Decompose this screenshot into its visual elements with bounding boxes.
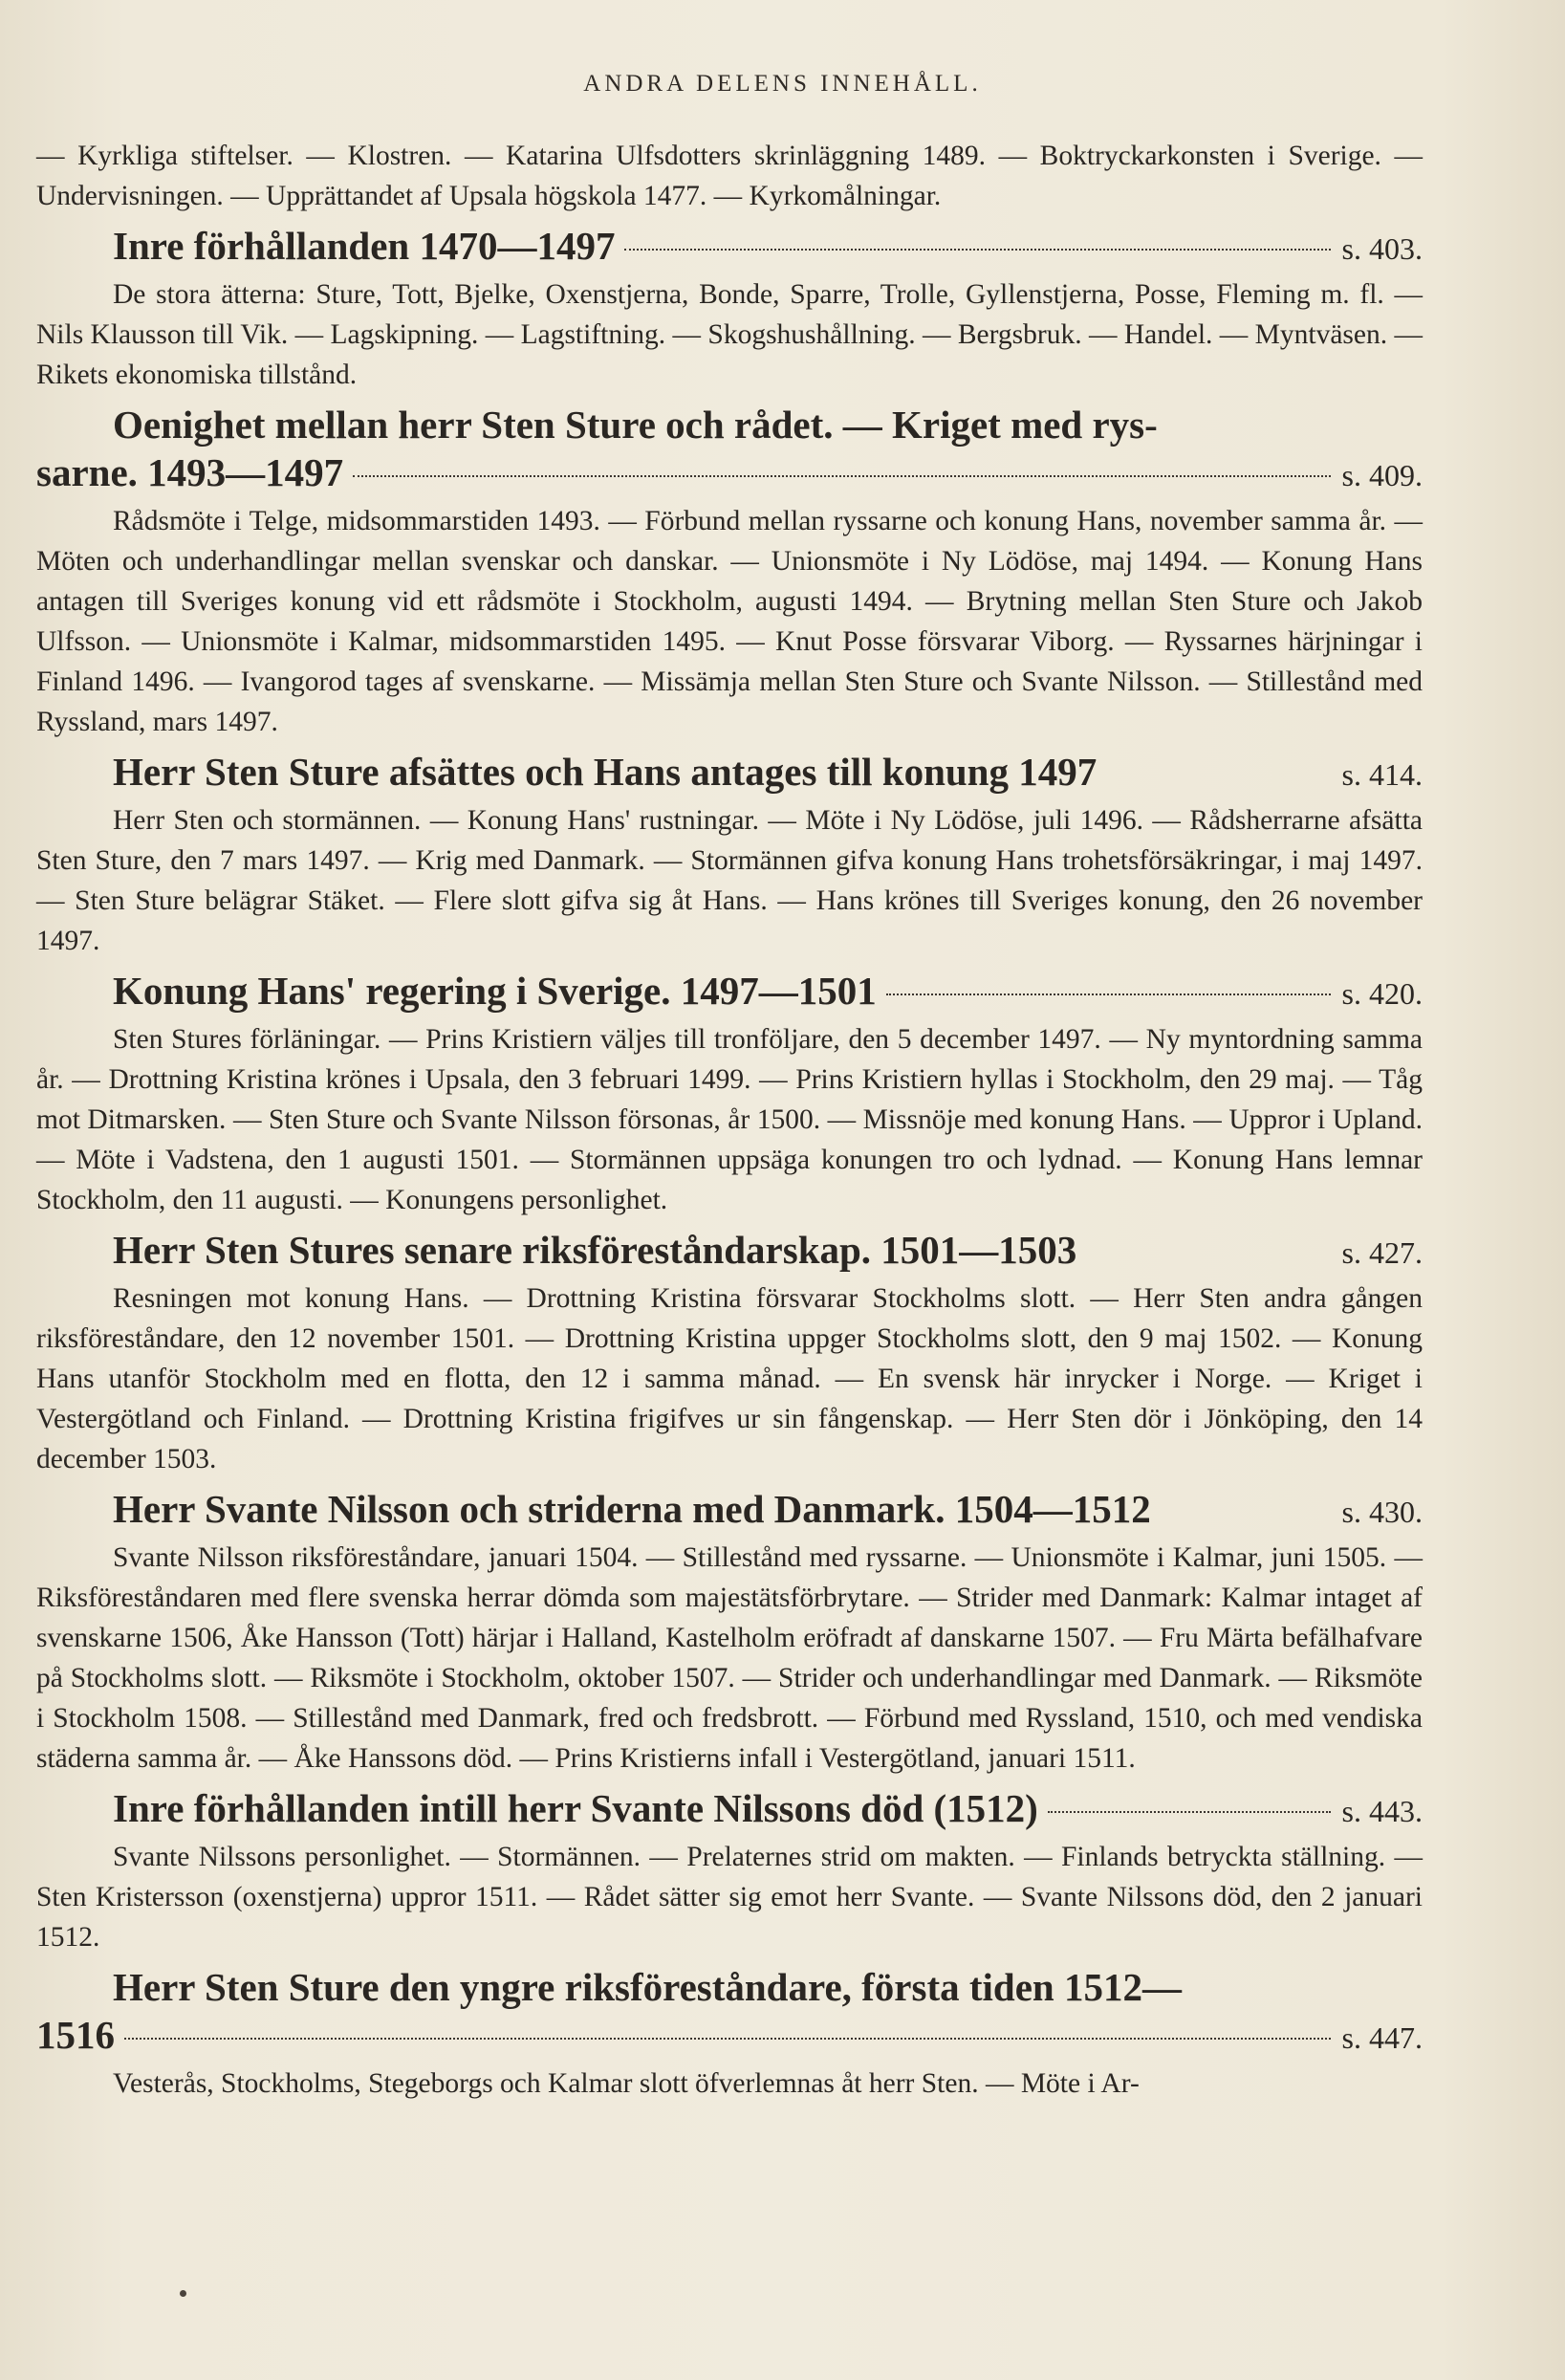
dot-leader [886,993,1331,995]
section-title-continued: 1516 [36,2013,115,2057]
page-reference: s. 443. [1341,1794,1423,1828]
section-heading [36,401,1423,499]
section-description: Sten Stures förläningar. — Prins Kristiern väljes till tronföljare, den 5 december 1497. — Ny myntordning samma år. — Drottning Kristina krönes i Upsala, den 3 februari 1499. — Prins Kristiern hyllas i Stockholm, den 29 maj. — Tåg mot Ditmarsken. — Sten Sture och Svante Nilsson försonas, år 1500. — Missnöje med konung Hans. — Uppror i Upland. — Möte i Vadstena, den 1 augusti 1501. — Stormännen uppsäga konungen tro och lydnad. — Konung Hans lemnar Stockholm, den 11 augusti. — Konungens personlighet. [36,1024,1423,1215]
section-description: Herr Sten och stormännen. — Konung Hans' rustningar. — Möte i Ny Lödöse, juli 1496. — Rådsherrarne afsätta Sten Sture, den 7 mars 1497. — Krig med Danmark. — Stormännen gifva konung Hans trohetsförsäkringar, i maj 1497. — Sten Sture belägrar Stäket. — Flere slott gifva sig åt Hans. — Hans krönes till Sveriges konung, den 26 november 1497. [36,805,1423,956]
page-reference: s. 430. [1341,1495,1423,1529]
ink-speck [180,2290,186,2297]
section-title: Konung Hans' regering i Sverige. 1497—1501 [113,969,877,1013]
table-of-contents [36,136,1423,2104]
dot-leader [1048,1811,1331,1813]
section-heading [36,748,1423,798]
page-reference: s. 427. [1341,1235,1423,1270]
section-title: Herr Sten Sture den yngre riksföreståndare, första tiden 1512— [113,1965,1182,2009]
section-description: Vesterås, Stockholms, Stegeborgs och Kalmar slott öfverlemnas åt herr Sten. — Möte i Ar- [113,2068,1140,2099]
section-heading [36,1784,1423,1835]
section-title: Herr Svante Nilsson och striderna med Danmark. 1504—1512 [113,1487,1151,1531]
section-title-continued: sarne. 1493—1497 [36,450,344,494]
page-reference: s. 403. [1341,231,1423,266]
dot-leader [124,2038,1331,2040]
dot-leader [353,475,1330,477]
section-title: Inre förhållanden 1470—1497 [113,224,616,268]
section-description: Svante Nilsson riksföreståndare, januari 1504. — Stillestånd med ryssarne. — Unionsmöte i Kalmar, juni 1505. — Riksföreståndaren med flere svenska herrar dömda som majestätsförbrytare. — Strider med Danmark: Kalmar intaget af svenskarne 1506, Åke Hansson (Tott) härjar i Halland, Kastelholm eröfradt af danskarne 1507. — Fru Märta befälhafvare på Stockholms slott. — Riksmöte i Stockholm, oktober 1507. — Strider och underhandlingar med Danmark. — Riksmöte i Stockholm 1508. — Stillestånd med Danmark, fred och fredsbrott. — Förbund med Ryssland, 1510, och med vendiska städerna samma år. — Åke Hanssons död. — Prins Kristierns infall i Vestergötland, januari 1511. [36,1542,1423,1774]
section-heading [36,1485,1423,1536]
section-description: De stora ätterna: Sture, Tott, Bjelke, Oxenstjerna, Bonde, Sparre, Trolle, Gyllenstjerna, Posse, Fleming m. fl. — Nils Klausson till Vik. — Lagskipning. — Lagstiftning. — Skogshushållning. — Bergsbruk. — Handel. — Myntväsen. — Rikets ekonomiska tillstånd. [36,279,1423,390]
section-title: Herr Sten Stures senare riksföreståndarskap. 1501—1503 [113,1228,1077,1272]
page-reference: s. 420. [1341,976,1423,1011]
section-description: Svante Nilssons personlighet. — Stormännen. — Prelaternes strid om makten. — Finlands betryckta ställning. — Sten Kristersson (oxenstjerna) uppror 1511. — Rådet sätter sig emot herr Svante. — Svante Nilssons död, den 2 januari 1512. [36,1842,1423,1953]
section-title: Oenighet mellan herr Sten Sture och rådet. — Kriget med rys- [113,403,1158,447]
running-head: ANDRA DELENS INNEHÅLL. [583,71,982,97]
page-reference: s. 447. [1341,2020,1423,2055]
section-heading [36,1226,1423,1277]
section-title: Herr Sten Sture afsättes och Hans antages till konung 1497 [113,750,1098,794]
section-heading [36,222,1423,273]
section-title: Inre förhållanden intill herr Svante Nilssons död (1512) [113,1786,1038,1830]
intro-paragraph: — Kyrkliga stiftelser. — Klostren. — Katarina Ulfsdotters skrinläggning 1489. — Boktryckarkonsten i Sverige. — Undervisningen. — Upprättandet af Upsala högskola 1477. — Kyrkomålningar. [36,141,1423,211]
section-heading [36,1963,1423,2062]
dot-leader [624,249,1330,251]
page-reference: s. 409. [1341,458,1423,492]
section-description: Resningen mot konung Hans. — Drottning Kristina försvarar Stockholms slott. — Herr Sten andra gången riksföreståndare, den 12 november 1501. — Drottning Kristina uppger Stockholms slott, den 9 maj 1502. — Konung Hans utanför Stockholm med en flotta, den 12 i samma månad. — En svensk här inrycker i Norge. — Kriget i Vestergötland och Finland. — Drottning Kristina frigifves ur sin fångenskap. — Herr Sten dör i Jönköping, den 14 december 1503. [36,1283,1423,1474]
section-heading [36,967,1423,1017]
page-reference: s. 414. [1341,757,1423,792]
section-description: Rådsmöte i Telge, midsommarstiden 1493. — Förbund mellan ryssarne och konung Hans, november samma år. — Möten och underhandlingar mellan svenskar och danskar. — Unionsmöte i Ny Lödöse, maj 1494. — Konung Hans antagen till Sveriges konung vid ett rådsmöte i Stockholm, augusti 1494. — Brytning mellan Sten Sture och Jakob Ulfsson. — Unionsmöte i Kalmar, midsommarstiden 1495. — Knut Posse försvarar Viborg. — Ryssarnes härjningar i Finland 1496. — Ivangorod tages af svenskarne. — Missämja mellan Sten Sture och Svante Nilsson. — Stillestånd med Ryssland, mars 1497. [36,506,1423,737]
